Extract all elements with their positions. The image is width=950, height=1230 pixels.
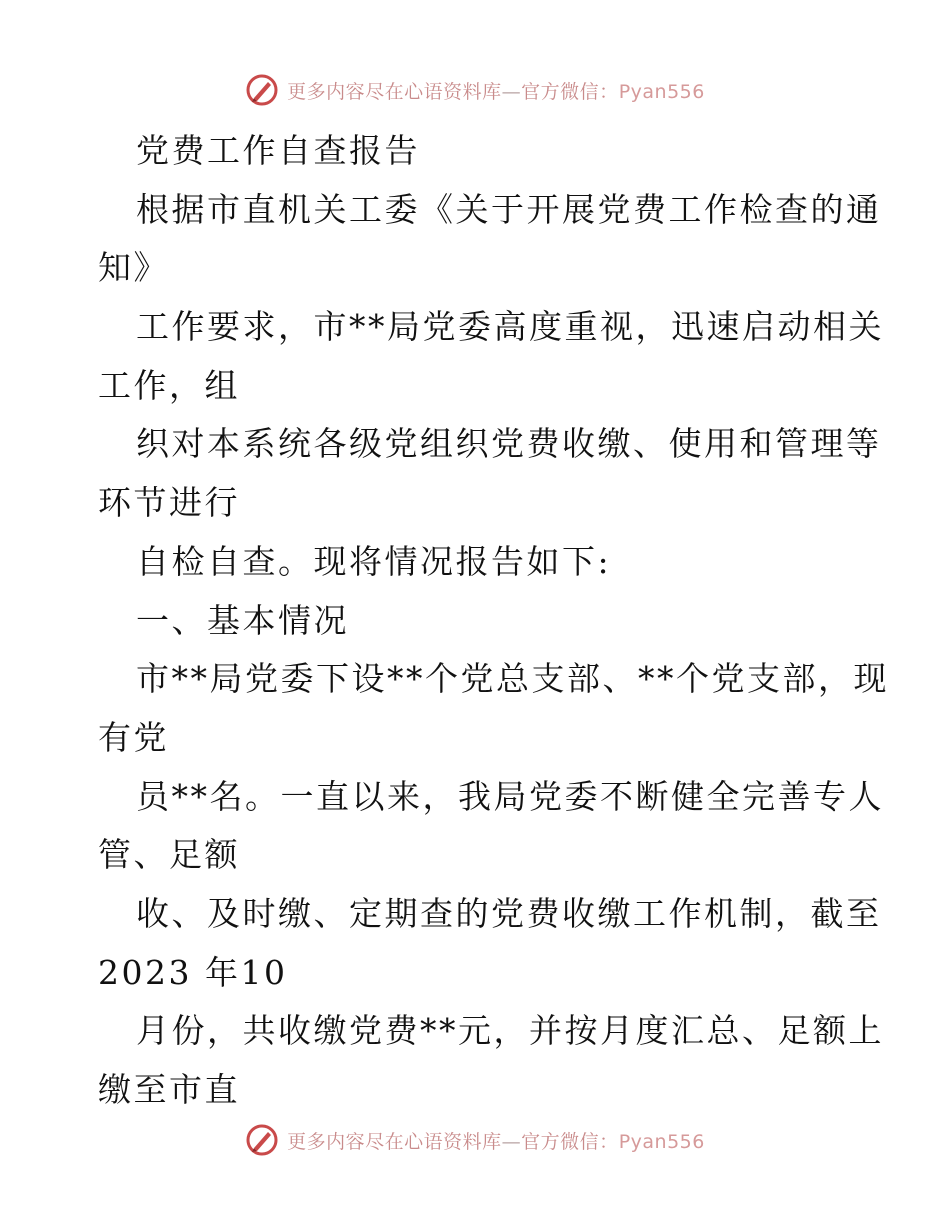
watermark-text: 更多内容尽在心语资料库—官方微信：Pyan556 (287, 1130, 705, 1153)
paragraph-line: 自检自查。现将情况报告如下: (136, 541, 612, 581)
paragraph-line: 收、及时缴、定期查的党费收缴工作机制，截至 (136, 893, 882, 933)
paragraph-line: 工作要求，市**局党委高度重视，迅速启动相关 (136, 307, 884, 347)
document-body (98, 122, 889, 1120)
paragraph-line: 织对本系统各级党组织党费收缴、使用和管理等 (136, 424, 882, 464)
paragraph-line: 月份，共收缴党费**元，并按月度汇总、足额上 (136, 1011, 884, 1051)
paragraph-line: 有党 (98, 717, 169, 757)
paragraph-line: 2023 年10 (98, 952, 288, 992)
pen-logo-icon (245, 73, 279, 107)
paragraph-line: 环节进行 (98, 483, 240, 523)
document-title: 党费工作自查报告 (136, 131, 420, 170)
paragraph-line: 市**局党委下设**个党总支部、**个党支部，现 (136, 659, 889, 699)
section-heading: 一、基本情况 (136, 600, 349, 640)
pen-logo-icon (245, 1123, 279, 1157)
paragraph-line: 根据市直机关工委《关于开展党费工作检查的通 (136, 189, 882, 229)
paragraph-line: 缴至市直 (98, 1070, 240, 1109)
header-watermark (0, 70, 950, 110)
paragraph-line: 员**名。一直以来，我局党委不断健全完善专人 (136, 776, 884, 816)
paragraph-line: 知》 (98, 248, 169, 288)
paragraph-line: 管、足额 (98, 835, 240, 875)
paragraph-line: 工作，组 (98, 365, 240, 405)
footer-watermark (0, 1120, 950, 1160)
watermark-text: 更多内容尽在心语资料库—官方微信：Pyan556 (287, 80, 705, 103)
